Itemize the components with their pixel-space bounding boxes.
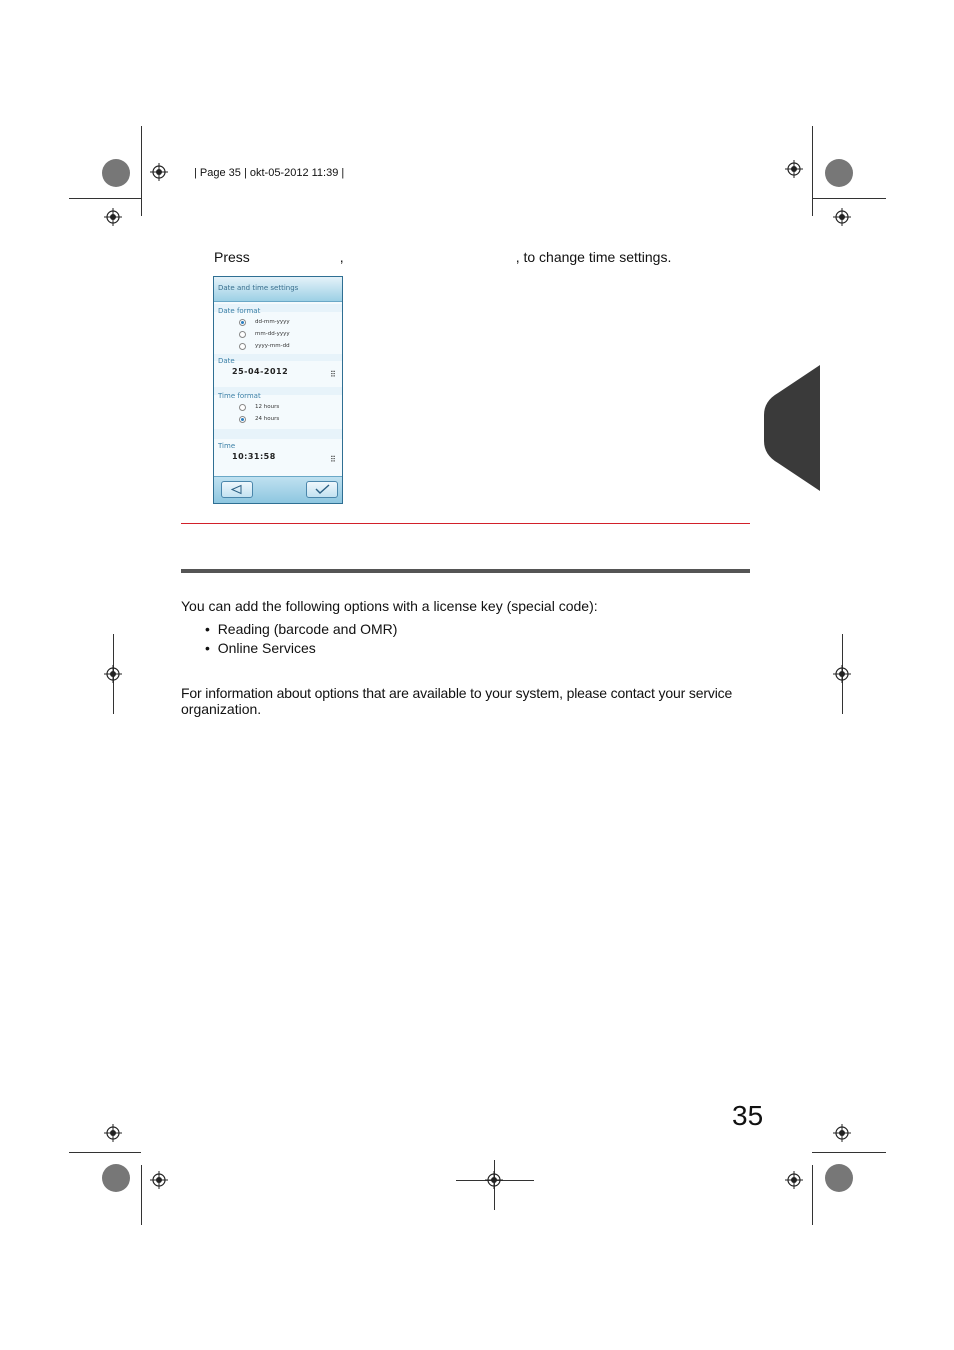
device-screen — [213, 276, 343, 504]
registration-target-icon — [833, 665, 851, 683]
instruction-tail: , to change time settings. — [515, 249, 672, 265]
section-band — [214, 429, 342, 439]
chapter-tab — [764, 365, 820, 491]
registration-target-icon — [485, 1171, 503, 1189]
instruction-comma: , — [339, 249, 344, 265]
registration-dot — [102, 1164, 130, 1192]
time-format-label: Time format — [218, 392, 261, 400]
list-item-text: Reading (barcode and OMR) — [217, 621, 398, 637]
date-format-option-3: yyyy-mm-dd — [255, 343, 290, 349]
screen-title-bar — [214, 277, 342, 302]
accent-rule — [181, 523, 750, 524]
instruction-line — [214, 249, 671, 265]
registration-dot — [825, 1164, 853, 1192]
registration-target-icon — [104, 665, 122, 683]
time-format-radio-2[interactable] — [239, 416, 246, 423]
registration-target-icon — [104, 1124, 122, 1142]
date-format-radio-3[interactable] — [239, 343, 246, 350]
registration-target-icon — [104, 208, 122, 226]
registration-target-icon — [150, 163, 168, 181]
registration-target-icon — [833, 1124, 851, 1142]
date-format-option-1: dd-mm-yyyy — [255, 319, 290, 325]
registration-target-icon — [785, 1171, 803, 1189]
section-rule — [181, 569, 750, 573]
options-intro: You can add the following options with a license key (special code): — [181, 598, 598, 614]
date-value[interactable]: 25-04-2012 — [232, 367, 289, 376]
crop-line — [69, 1152, 141, 1153]
list-item: • Online Services — [205, 640, 316, 656]
contact-line-1: For information about options that are available to your system, please contact your service — [181, 685, 733, 701]
time-value[interactable]: 10:31:58 — [232, 452, 276, 461]
registration-target-icon — [785, 160, 803, 178]
registration-target-icon — [150, 1171, 168, 1189]
back-button[interactable] — [221, 481, 253, 498]
page-number: 35 — [732, 1100, 764, 1131]
ok-button[interactable] — [306, 481, 338, 498]
back-arrow-icon — [222, 482, 252, 497]
time-format-radio-1[interactable] — [239, 404, 246, 411]
date-label: Date — [218, 357, 235, 365]
registration-dot — [102, 159, 130, 187]
crop-line — [69, 198, 141, 199]
crop-line — [812, 1152, 886, 1153]
print-info: | Page 35 | okt-05-2012 11:39 | — [194, 167, 345, 179]
date-format-label: Date format — [218, 307, 261, 315]
screen-title: Date and time settings — [218, 284, 299, 292]
date-format-option-2: mm-dd-yyyy — [255, 331, 290, 337]
crop-line — [812, 126, 813, 216]
crop-line — [141, 126, 142, 216]
keypad-icon[interactable]: ⠿ — [330, 370, 335, 379]
crop-line — [812, 198, 886, 199]
keypad-icon[interactable]: ⠿ — [330, 455, 335, 464]
time-format-option-1: 12 hours — [255, 404, 280, 410]
checkmark-icon — [307, 482, 337, 497]
crop-line — [141, 1165, 142, 1225]
registration-target-icon — [833, 208, 851, 226]
crop-line — [812, 1165, 813, 1225]
list-item: • Reading (barcode and OMR) — [205, 621, 398, 637]
time-format-option-2: 24 hours — [255, 416, 280, 422]
time-label: Time — [218, 442, 236, 450]
contact-line-2: organization. — [181, 701, 262, 717]
date-format-radio-2[interactable] — [239, 331, 246, 338]
date-format-radio-1[interactable] — [239, 319, 246, 326]
instruction-press: Press — [214, 249, 250, 265]
registration-dot — [825, 159, 853, 187]
screen-footer — [214, 476, 342, 503]
list-item-text: Online Services — [217, 640, 316, 656]
